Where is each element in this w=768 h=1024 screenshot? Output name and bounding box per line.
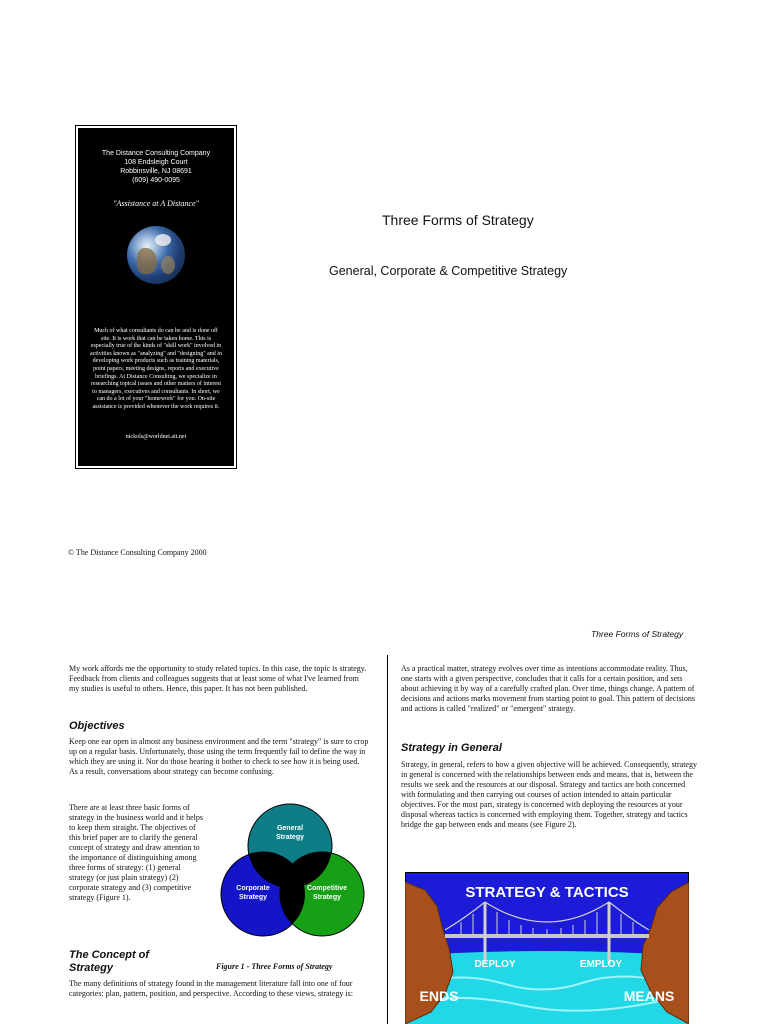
- cover-blurb: Much of what consultants do can be and is done off site. It is work that can be taken home. This is especially true of the kinds of "skill work" involved in activities known as "analyzing" and "designing" and in developing work products such as training materials, point papers, meeting designs, reports and executive briefings. At Distance Consulting, we specialize in researching topical issues and other matters of interest to managers, executives and consultants. In short, we can do a lot of your "homework" for you. On-site assistance is provided whenever the work requires it.: [90, 328, 222, 410]
- general-label-2: Strategy: [275, 834, 305, 841]
- objectives-paragraph-1: Keep one ear open in almost any business environment and the term "strategy" is sure to crop up on a regular basis. Unfortunately, those using the term frequently fail to define the way in which they are using it. Nor do those hearing it bother to check to see how it is being used. As a result, conversations about strategy can become confusing.: [69, 737, 369, 776]
- practical-paragraph: As a practical matter, strategy evolves over time as intentions accommodate reality. Thus, one starts with a given perspective, concludes that it calls for a certain position, and sets about achieving it by way of a carefully crafted plan. Over time, things change. A pattern of decisions and actions marks movement from starting point to goal. This pattern of decisions and actions is called "realized" or "emergent" strategy.: [401, 664, 696, 713]
- ends-label: ENDS: [419, 988, 459, 1004]
- figure-1-caption: Figure 1 - Three Forms of Strategy: [216, 962, 333, 971]
- means-label: MEANS: [623, 988, 675, 1004]
- concept-heading: The Concept of Strategy: [69, 949, 150, 974]
- company-street: 108 Endsleigh Court: [124, 159, 188, 166]
- competitive-label-2: Strategy: [312, 894, 342, 901]
- cover-panel: [78, 128, 234, 466]
- company-city: Robbinsville, NJ 08691: [120, 168, 192, 175]
- strategy-tactics-diagram: [405, 872, 689, 1024]
- company-tagline: "Assistance at A Distance": [113, 199, 199, 208]
- copyright-notice: © The Distance Consulting Company 2000: [68, 548, 207, 557]
- corporate-label-2: Strategy: [238, 894, 268, 901]
- objectives-heading: Objectives: [69, 720, 125, 732]
- corporate-label-1: Corporate: [236, 885, 270, 892]
- company-phone: (609) 490-0095: [132, 177, 180, 184]
- earth-image: [127, 226, 185, 284]
- objectives-paragraph-2: There are at least three basic forms of strategy in the business world and it helps to keep them straight. The objectives of this brief paper are to clarify the general concept of strategy and draw attention to the importance of distinguishing among three forms of strategy: (1) general strategy (or just plain strategy) (2) corporate strategy and (3) competitive strategy (Figure 1).: [69, 803, 203, 902]
- intro-paragraph: My work affords me the opportunity to study related topics. In this case, the topic is strategy. Feedback from clients and colleagues suggests that at least some of what I've learned from my studies is useful to others. Hence, this paper. It has not been published.: [69, 664, 367, 693]
- employ-label: EMPLOY: [579, 959, 623, 970]
- general-label-1: General: [276, 825, 304, 832]
- column-divider: [387, 655, 388, 1024]
- three-forms-venn-diagram: [210, 798, 370, 958]
- contact-email[interactable]: nickols@worldnet.att.net: [125, 433, 187, 440]
- document-subtitle: General, Corporate & Competitive Strategy: [329, 264, 568, 278]
- deploy-label: DEPLOY: [474, 959, 516, 970]
- competitive-label-1: Competitive: [306, 885, 348, 892]
- company-address: [79, 149, 233, 185]
- company-name: The Distance Consulting Company: [101, 150, 211, 157]
- document-title: Three Forms of Strategy: [382, 212, 534, 228]
- strategy-in-general-paragraph: Strategy, in general, refers to how a given objective will be achieved. Consequently, strategy in general is concerned with the relationships between ends and means, that is, between the results we seek and the resources at our disposal. Strategy and tactics are both concerned with formulating and then carrying out courses of action intended to attain particular objectives. For the most part, strategy is concerned with deploying the resources at your disposal whereas tactics is concerned with employing them. Together, strategy and tactics bridge the gap between ends and means (see Figure 2).: [401, 760, 697, 829]
- strategy-in-general-heading: Strategy in General: [401, 742, 502, 754]
- running-head: Three Forms of Strategy: [591, 629, 684, 639]
- figure-2-title: STRATEGY & TACTICS: [465, 884, 629, 901]
- concept-paragraph: The many definitions of strategy found in the management literature fall into one of four categories: plan, pattern, position, and perspective. According to these views, strategy is:: [69, 979, 353, 998]
